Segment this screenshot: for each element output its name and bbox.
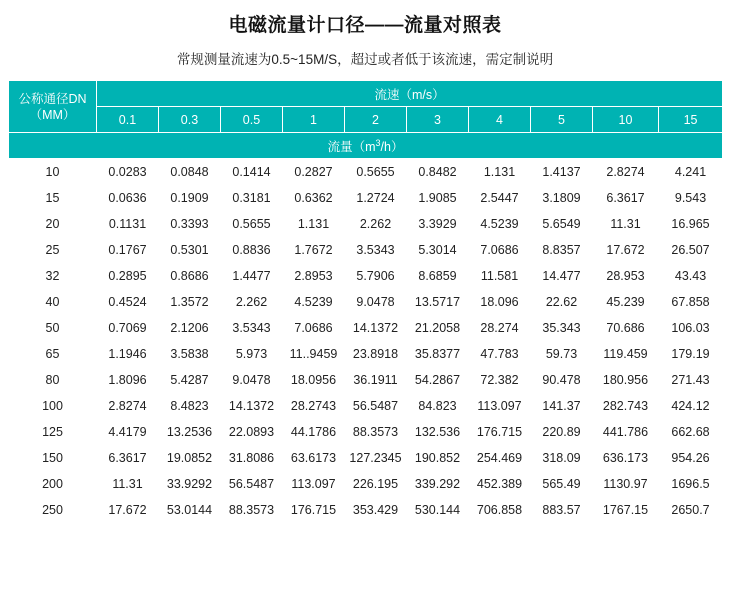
cell-flow: 3.3929 xyxy=(407,211,469,237)
cell-flow: 176.715 xyxy=(469,419,531,445)
cell-flow: 1767.15 xyxy=(593,497,659,523)
cell-flow: 318.09 xyxy=(531,445,593,471)
cell-flow: 132.536 xyxy=(407,419,469,445)
cell-flow: 1.4137 xyxy=(531,159,593,185)
flow-unit-superscript: 3 xyxy=(375,137,381,148)
cell-dn: 50 xyxy=(9,315,97,341)
cell-flow: 883.57 xyxy=(531,497,593,523)
cell-flow: 5.3014 xyxy=(407,237,469,263)
cell-flow: 0.3393 xyxy=(159,211,221,237)
cell-flow: 1696.5 xyxy=(659,471,723,497)
header-velocity-7: 5 xyxy=(531,107,593,133)
cell-flow: 6.3617 xyxy=(593,185,659,211)
cell-flow: 1.8096 xyxy=(97,367,159,393)
cell-dn: 15 xyxy=(9,185,97,211)
cell-flow: 226.195 xyxy=(345,471,407,497)
cell-flow: 2.1206 xyxy=(159,315,221,341)
cell-flow: 1130.97 xyxy=(593,471,659,497)
header-cell-velocity-group: 流速（m/s） xyxy=(97,81,723,107)
cell-flow: 141.37 xyxy=(531,393,593,419)
cell-flow: 88.3573 xyxy=(345,419,407,445)
cell-flow: 88.3573 xyxy=(221,497,283,523)
cell-flow: 5.6549 xyxy=(531,211,593,237)
table-row xyxy=(9,367,723,393)
cell-flow: 28.2743 xyxy=(283,393,345,419)
cell-flow: 18.0956 xyxy=(283,367,345,393)
header-velocity-2: 0.5 xyxy=(221,107,283,133)
cell-flow: 9.543 xyxy=(659,185,723,211)
cell-flow: 0.8482 xyxy=(407,159,469,185)
cell-flow: 179.19 xyxy=(659,341,723,367)
cell-flow: 7.0686 xyxy=(469,237,531,263)
cell-flow: 127.2345 xyxy=(345,445,407,471)
cell-flow: 0.0848 xyxy=(159,159,221,185)
cell-flow: 106.03 xyxy=(659,315,723,341)
table-row xyxy=(9,159,723,185)
cell-flow: 14.1372 xyxy=(221,393,283,419)
cell-flow: 6.3617 xyxy=(97,445,159,471)
cell-flow: 0.8686 xyxy=(159,263,221,289)
cell-flow: 2.5447 xyxy=(469,185,531,211)
cell-flow: 0.5655 xyxy=(221,211,283,237)
cell-flow: 113.097 xyxy=(283,471,345,497)
header-dn-line1: 公称通径DN xyxy=(18,91,87,106)
cell-flow: 452.389 xyxy=(469,471,531,497)
cell-flow: 23.8918 xyxy=(345,341,407,367)
cell-dn: 20 xyxy=(9,211,97,237)
cell-flow: 13.2536 xyxy=(159,419,221,445)
cell-flow: 220.89 xyxy=(531,419,593,445)
header-velocity-4: 2 xyxy=(345,107,407,133)
cell-flow: 636.173 xyxy=(593,445,659,471)
cell-flow: 0.1909 xyxy=(159,185,221,211)
cell-flow: 0.5301 xyxy=(159,237,221,263)
cell-flow: 35.343 xyxy=(531,315,593,341)
cell-flow: 2.262 xyxy=(221,289,283,315)
cell-dn: 150 xyxy=(9,445,97,471)
cell-flow: 53.0144 xyxy=(159,497,221,523)
cell-flow: 2.8274 xyxy=(97,393,159,419)
cell-flow: 72.382 xyxy=(469,367,531,393)
flow-unit-suffix: /h） xyxy=(380,139,404,154)
cell-flow: 3.1809 xyxy=(531,185,593,211)
header-velocity-0: 0.1 xyxy=(97,107,159,133)
cell-flow: 9.0478 xyxy=(345,289,407,315)
cell-dn: 100 xyxy=(9,393,97,419)
cell-flow: 0.2895 xyxy=(97,263,159,289)
cell-flow: 1.2724 xyxy=(345,185,407,211)
cell-flow: 4.5239 xyxy=(469,211,531,237)
cell-flow: 8.4823 xyxy=(159,393,221,419)
header-cell-dn xyxy=(9,81,97,133)
cell-flow: 17.672 xyxy=(593,237,659,263)
cell-flow: 56.5487 xyxy=(345,393,407,419)
cell-flow: 1.131 xyxy=(283,211,345,237)
table-row xyxy=(9,341,723,367)
cell-flow: 14.477 xyxy=(531,263,593,289)
cell-flow: 424.12 xyxy=(659,393,723,419)
header-row-group xyxy=(9,81,723,107)
table-header xyxy=(9,81,723,159)
cell-flow: 47.783 xyxy=(469,341,531,367)
cell-flow: 113.097 xyxy=(469,393,531,419)
header-velocity-6: 4 xyxy=(469,107,531,133)
cell-flow: 16.965 xyxy=(659,211,723,237)
cell-dn: 250 xyxy=(9,497,97,523)
table-row xyxy=(9,263,723,289)
cell-flow: 28.274 xyxy=(469,315,531,341)
cell-flow: 954.26 xyxy=(659,445,723,471)
cell-dn: 200 xyxy=(9,471,97,497)
cell-flow: 11.31 xyxy=(593,211,659,237)
cell-flow: 4.241 xyxy=(659,159,723,185)
cell-flow: 0.1414 xyxy=(221,159,283,185)
cell-flow: 0.1131 xyxy=(97,211,159,237)
cell-flow: 662.68 xyxy=(659,419,723,445)
cell-flow: 33.9292 xyxy=(159,471,221,497)
header-velocity-1: 0.3 xyxy=(159,107,221,133)
cell-flow: 282.743 xyxy=(593,393,659,419)
header-velocity-9: 15 xyxy=(659,107,723,133)
cell-flow: 8.8357 xyxy=(531,237,593,263)
page-container xyxy=(0,10,730,598)
cell-flow: 0.4524 xyxy=(97,289,159,315)
cell-flow: 180.956 xyxy=(593,367,659,393)
cell-flow: 1.3572 xyxy=(159,289,221,315)
cell-flow: 90.478 xyxy=(531,367,593,393)
cell-dn: 80 xyxy=(9,367,97,393)
cell-flow: 0.2827 xyxy=(283,159,345,185)
cell-flow: 31.8086 xyxy=(221,445,283,471)
cell-dn: 40 xyxy=(9,289,97,315)
cell-flow: 0.5655 xyxy=(345,159,407,185)
cell-flow: 84.823 xyxy=(407,393,469,419)
cell-flow: 70.686 xyxy=(593,315,659,341)
cell-flow: 0.0636 xyxy=(97,185,159,211)
table-row xyxy=(9,471,723,497)
cell-flow: 0.3181 xyxy=(221,185,283,211)
table-row xyxy=(9,289,723,315)
cell-flow: 59.73 xyxy=(531,341,593,367)
flow-comparison-table xyxy=(8,80,723,523)
cell-flow: 13.5717 xyxy=(407,289,469,315)
cell-flow: 706.858 xyxy=(469,497,531,523)
header-velocity-3: 1 xyxy=(283,107,345,133)
table-row xyxy=(9,237,723,263)
cell-flow: 1.1946 xyxy=(97,341,159,367)
cell-flow: 271.43 xyxy=(659,367,723,393)
cell-flow: 0.0283 xyxy=(97,159,159,185)
header-dn-line2: （MM） xyxy=(29,107,76,122)
cell-flow: 4.5239 xyxy=(283,289,345,315)
header-velocity-5: 3 xyxy=(407,107,469,133)
cell-flow: 54.2867 xyxy=(407,367,469,393)
cell-flow: 3.5343 xyxy=(345,237,407,263)
cell-flow: 5.7906 xyxy=(345,263,407,289)
cell-flow: 2.262 xyxy=(345,211,407,237)
cell-flow: 26.507 xyxy=(659,237,723,263)
cell-flow: 14.1372 xyxy=(345,315,407,341)
cell-dn: 25 xyxy=(9,237,97,263)
header-cell-flow-unit xyxy=(9,133,723,159)
cell-flow: 11.31 xyxy=(97,471,159,497)
cell-flow: 5.973 xyxy=(221,341,283,367)
cell-dn: 65 xyxy=(9,341,97,367)
cell-dn: 32 xyxy=(9,263,97,289)
cell-flow: 19.0852 xyxy=(159,445,221,471)
cell-flow: 4.4179 xyxy=(97,419,159,445)
cell-flow: 2.8953 xyxy=(283,263,345,289)
cell-flow: 22.62 xyxy=(531,289,593,315)
cell-flow: 36.1911 xyxy=(345,367,407,393)
cell-flow: 1.7672 xyxy=(283,237,345,263)
table-body xyxy=(9,159,723,523)
cell-flow: 9.0478 xyxy=(221,367,283,393)
cell-flow: 11..9459 xyxy=(283,341,345,367)
cell-flow: 0.7069 xyxy=(97,315,159,341)
cell-dn: 125 xyxy=(9,419,97,445)
cell-flow: 5.4287 xyxy=(159,367,221,393)
table-row xyxy=(9,419,723,445)
table-row xyxy=(9,211,723,237)
cell-flow: 11.581 xyxy=(469,263,531,289)
cell-flow: 353.429 xyxy=(345,497,407,523)
cell-flow: 8.6859 xyxy=(407,263,469,289)
header-row-flow-band xyxy=(9,133,723,159)
table-row xyxy=(9,445,723,471)
table-row xyxy=(9,185,723,211)
cell-flow: 28.953 xyxy=(593,263,659,289)
header-row-velocities xyxy=(9,107,723,133)
cell-flow: 565.49 xyxy=(531,471,593,497)
cell-flow: 339.292 xyxy=(407,471,469,497)
table-row xyxy=(9,497,723,523)
cell-flow: 441.786 xyxy=(593,419,659,445)
page-title: 电磁流量计口径——流量对照表 xyxy=(228,15,502,36)
cell-flow: 176.715 xyxy=(283,497,345,523)
cell-flow: 35.8377 xyxy=(407,341,469,367)
table-row xyxy=(9,315,723,341)
cell-flow: 2650.7 xyxy=(659,497,723,523)
cell-flow: 17.672 xyxy=(97,497,159,523)
flow-unit-prefix: 流量（m xyxy=(327,139,376,154)
cell-flow: 3.5343 xyxy=(221,315,283,341)
cell-flow: 530.144 xyxy=(407,497,469,523)
cell-flow: 0.1767 xyxy=(97,237,159,263)
cell-flow: 190.852 xyxy=(407,445,469,471)
header-velocity-8: 10 xyxy=(593,107,659,133)
cell-flow: 0.6362 xyxy=(283,185,345,211)
page-subtitle: 常规测量流速为0.5~15M/S，超过或者低于该流速，需定制说明 xyxy=(176,52,554,67)
cell-flow: 44.1786 xyxy=(283,419,345,445)
cell-flow: 21.2058 xyxy=(407,315,469,341)
cell-flow: 1.9085 xyxy=(407,185,469,211)
table-row xyxy=(9,393,723,419)
cell-flow: 1.131 xyxy=(469,159,531,185)
cell-flow: 45.239 xyxy=(593,289,659,315)
cell-flow: 63.6173 xyxy=(283,445,345,471)
cell-flow: 67.858 xyxy=(659,289,723,315)
cell-flow: 0.8836 xyxy=(221,237,283,263)
cell-flow: 56.5487 xyxy=(221,471,283,497)
cell-flow: 22.0893 xyxy=(221,419,283,445)
cell-flow: 254.469 xyxy=(469,445,531,471)
cell-flow: 3.5838 xyxy=(159,341,221,367)
cell-flow: 2.8274 xyxy=(593,159,659,185)
cell-flow: 43.43 xyxy=(659,263,723,289)
cell-flow: 7.0686 xyxy=(283,315,345,341)
cell-flow: 119.459 xyxy=(593,341,659,367)
cell-dn: 10 xyxy=(9,159,97,185)
cell-flow: 18.096 xyxy=(469,289,531,315)
cell-flow: 1.4477 xyxy=(221,263,283,289)
